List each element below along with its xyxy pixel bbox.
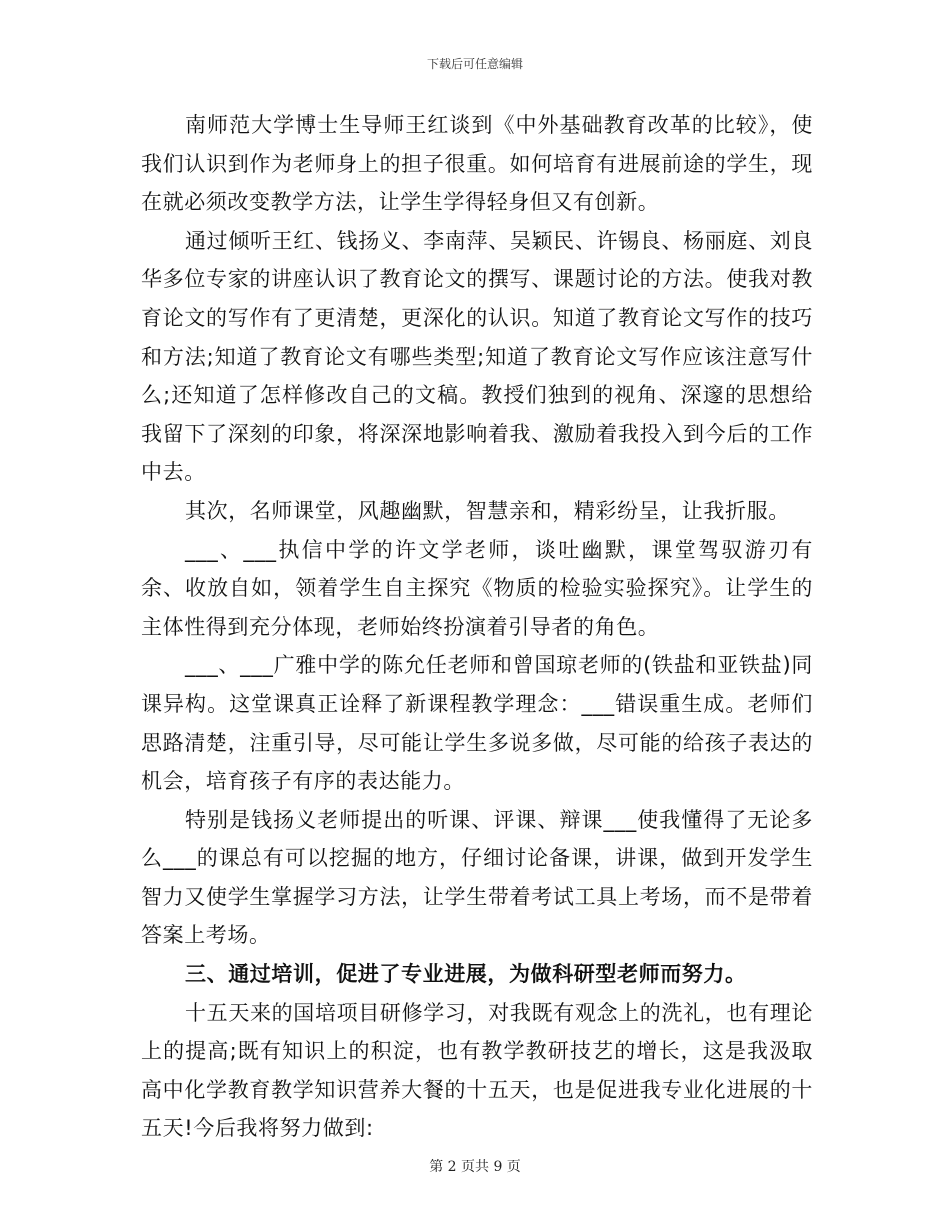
section-heading: 三、通过培训，促进了专业进展，为做科研型老师而努力。 — [185, 962, 747, 987]
paragraph: 其次，名师课堂，风趣幽默，智慧亲和，精彩纷呈，让我折服。 — [185, 498, 790, 523]
page-header: 下载后可任意编辑 — [426, 57, 523, 71]
paragraph: 通过倾听王红、钱扬义、李南萍、吴颖民、许锡良、杨丽庭、刘良华多位专家的讲座认识了教育论文的撰写、课题讨论的方法。使我对教育论文的写作有了更清楚，更深化的认识。知道了教育论文写作的技巧和方法;知道了教育论文有哪些类型;知道了教育论文写作应该注意写什么;还知道了怎样修改自己的文稿。教授们独到的视角、深邃的思想给我留下了深刻的印象，将深深地影响着我、激励着我投入到今后的工作中去。 — [141, 228, 813, 485]
paragraph: 特别是钱扬义老师提出的听课、评课、辩课___使我懂得了无论多么___的课总有可以挖掘的地方，仔细讨论备课，讲课，做到开发学生智力又使学生掌握学习方法，让学生带着考试工具上考场，而不是带着答案上考场。 — [141, 807, 813, 948]
paragraph: ___、___广雅中学的陈允任老师和曾国琼老师的(铁盐和亚铁盐)同课异构。这堂课真正诠释了新课程教学理念：___错误重生成。老师们思路清楚，注重引导，尽可能让学生多说多做，尽可能的给孩子表达的机会，培育孩子有序的表达能力。 — [141, 653, 813, 794]
paragraph: ___、___执信中学的许文学老师，谈吐幽默，课堂驾驭游刃有余、收放自如，领着学生自主探究《物质的检验实验探究》。让学生的主体性得到充分体现，老师始终扮演着引导者的角色。 — [141, 537, 813, 639]
document-body — [141, 106, 813, 1148]
page-footer: 第 2 页共 9 页 — [429, 1159, 521, 1175]
paragraph: 十五天来的国培项目研修学习，对我既有观念上的洗礼，也有理论上的提高;既有知识上的积淀，也有教学教研技艺的增长，这是我汲取高中化学教育教学知识营养大餐的十五天，也是促进我专业化进展的十五天!今后我将努力做到: — [141, 1000, 813, 1141]
paragraph: 南师范大学博士生导师王红谈到《中外基础教育改革的比较》，使我们认识到作为老师身上的担子很重。如何培育有进展前途的学生，现在就必须改变教学方法，让学生学得轻身但又有创新。 — [141, 113, 813, 215]
